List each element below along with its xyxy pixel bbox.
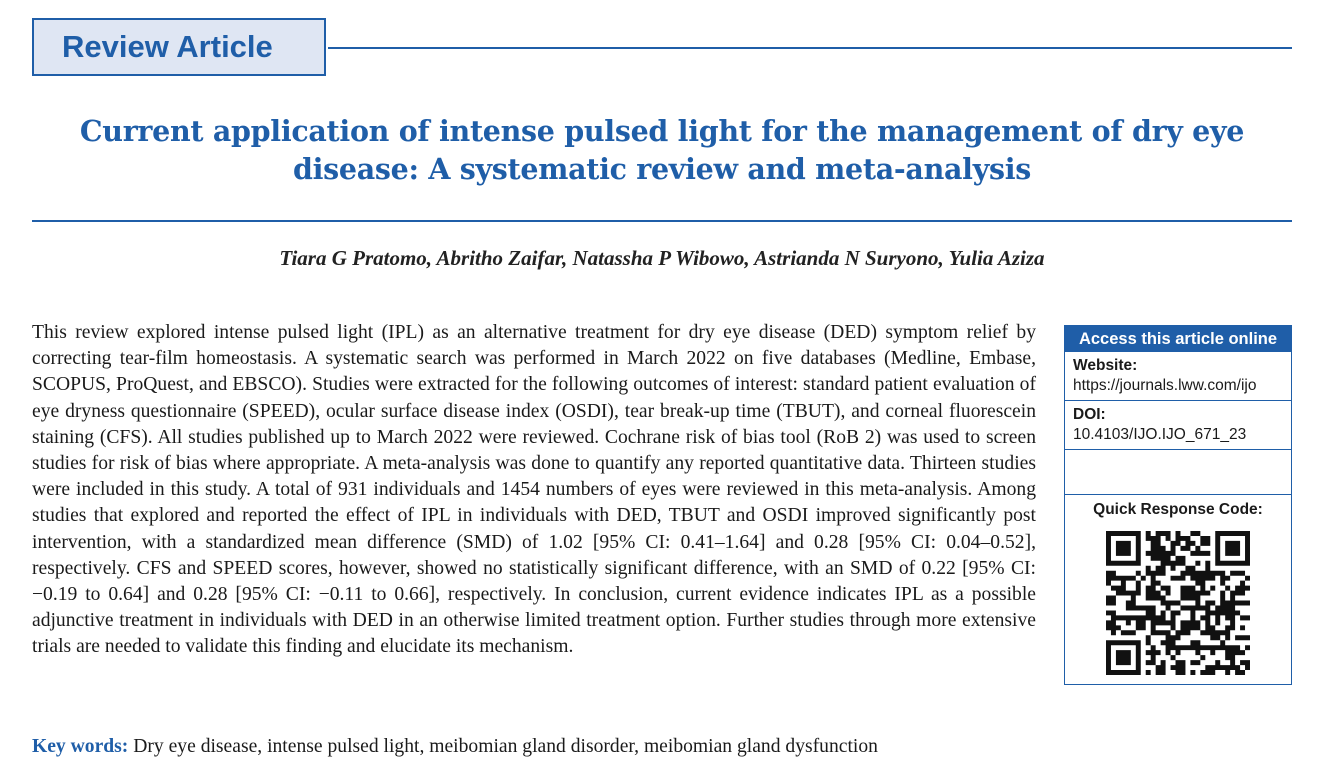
abstract: This review explored intense pulsed light (IPL) as an alternative treatment for dry eye disease (DED) symptom relief by correcting tear-film homeostasis. A systematic search was performed in March 2022 on five databases (Medline, Embase, SCOPUS, ProQuest, and EBSCO). Studies were extracted for the following outcomes of interest: standard patient evaluation of eye dryness questionnaire (SPEED), ocular surface disease index (OSDI), tear break-up time (TBUT), and corneal fluorescein staining (CFS). All studies published up to March 2022 were reviewed. Cochrane risk of bias tool (RoB 2) was used to screen studies for risk of bias where appropriate. A meta-analysis was done to quantify any reported quantitative data. Thirteen studies were included in this study. A total of 931 individuals and 1454 numbers of eyes were reviewed in this meta-analysis. Among studies that explored and reported the effect of IPL in individuals with DED, TBUT and OSDI improved significantly post intervention, with a standardized mean difference (SMD) of 1.02 [95% CI: 0.41–1.64] and 0.28 [95% CI: 0.04–0.52], respectively. CFS and SPEED scores, however, showed no statistically significant difference, with an SMD of 0.22 [95% CI: −0.19 to 0.64] and 0.28 [95% CI: −0.11 to 0.66], respectively. In conclusion, current evidence indicates IPL as a possible adjunctive treatment in individuals with DED in an otherwise limited treatment option. Further studies through more extensive trials are needed to validate this finding and elucidate its mechanism. <box>32 322 1036 658</box>
header-rule <box>328 47 1292 49</box>
keywords-label: Key words: <box>32 736 129 757</box>
website-link[interactable]: https://journals.lww.com/ijo <box>1073 377 1257 394</box>
access-online-box <box>1064 325 1292 685</box>
empty-cell <box>1065 450 1291 495</box>
doi-label: DOI: <box>1073 406 1106 423</box>
qr-code-icon[interactable] <box>1106 531 1250 675</box>
access-heading: Access this article online <box>1065 326 1291 352</box>
website-label: Website: <box>1073 357 1138 374</box>
keywords <box>32 736 1132 758</box>
doi-link[interactable]: 10.4103/IJO.IJO_671_23 <box>1073 426 1247 443</box>
qr-section <box>1065 495 1291 675</box>
article-type-badge: Review Article <box>32 18 326 76</box>
doi-cell <box>1065 401 1291 450</box>
keywords-text: Dry eye disease, intense pulsed light, meibomian gland disorder, meibomian gland dysfunction <box>133 736 878 757</box>
qr-modules <box>1106 531 1250 675</box>
article-title: Current application of intense pulsed light for the management of dry eye disease: A systematic review and meta-analysis <box>79 114 1245 186</box>
website-cell <box>1065 352 1291 401</box>
author-list: Tiara G Pratomo, Abritho Zaifar, Natassha P Wibowo, Astrianda N Suryono, Yulia Aziza <box>279 246 1045 270</box>
qr-label: Quick Response Code: <box>1093 501 1263 518</box>
title-divider <box>32 220 1292 222</box>
